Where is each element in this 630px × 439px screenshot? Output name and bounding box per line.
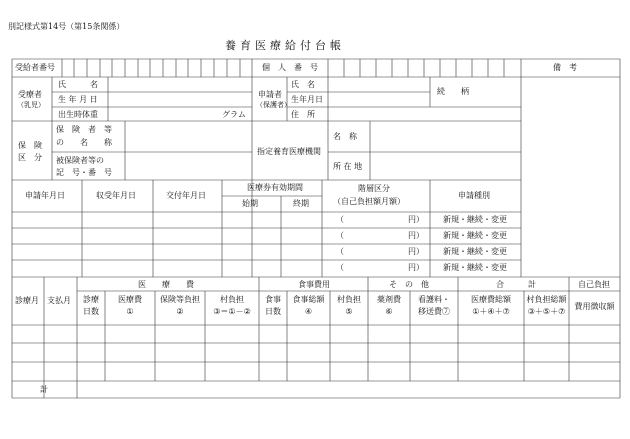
institution-label: 指定養育医療機関 — [257, 147, 321, 156]
applicant-name-label: 氏 名 — [291, 80, 315, 89]
col-meal-days-2: 日数 — [265, 307, 281, 316]
application-type-options: 新規・継続・変更 — [443, 231, 507, 240]
medical-expense-header: 医 療 費 — [138, 280, 194, 289]
col-drug-1: 薬剤費 — [377, 295, 401, 304]
col-days-2: 日数 — [83, 307, 99, 316]
bracket-yen: 円） — [408, 231, 424, 240]
sum-row-label: 計 — [40, 385, 48, 394]
bracket-yen: 円） — [408, 215, 424, 224]
validity-header: 医療券有効期間 — [247, 183, 303, 192]
insurer-name-label-2: の 名 称 — [56, 138, 112, 147]
col-municipal-1: 村負担 — [220, 295, 244, 304]
applicant-section-sub: （保護者） — [256, 101, 291, 109]
col-total-muni-1: 村負担総額 — [526, 295, 567, 304]
payment-month-header: 支払月 — [47, 296, 71, 305]
personal-number-label: 個 人 番 号 — [262, 63, 318, 72]
recipient-section-label: 受療者 — [18, 90, 42, 99]
col-insurance-1: 保険等負担 — [160, 295, 200, 304]
col-days-1: 診療 — [83, 295, 99, 304]
applicant-section-label: 申請者 — [258, 90, 282, 99]
col-nursing-2: 移送費⑦ — [418, 307, 450, 316]
remarks-label: 備 考 — [553, 63, 577, 72]
bracket-paren-open: （ — [336, 231, 344, 240]
col-fee-2: ① — [126, 307, 134, 316]
institution-location-label: 所 在 地 — [333, 162, 363, 171]
col-total-muni-2: ③＋⑤＋⑦ — [527, 307, 566, 316]
col-self-pay: 費用徴収額 — [574, 302, 615, 311]
weight-unit: グラム — [222, 110, 246, 119]
col-meal-days-1: 食事 — [265, 295, 281, 304]
col-nursing-1: 看護料・ — [418, 295, 450, 304]
application-type-options: 新規・継続・変更 — [443, 215, 507, 224]
col-meal-muni-1: 村負担 — [337, 295, 361, 304]
relationship-label: 続 柄 — [437, 87, 469, 96]
validity-end-header: 終期 — [293, 199, 309, 208]
col-municipal-2: ③＝①－② — [213, 307, 251, 316]
col-insurance-2: ② — [176, 307, 184, 316]
bracket-yen: 円） — [408, 263, 424, 272]
col-meal-total-2: ④ — [304, 307, 313, 316]
recipient-birth-weight-label: 出生時体重 — [58, 110, 98, 119]
form-number: 別記様式第14号（第15条関係） — [8, 22, 125, 31]
col-fee-1: 医療費 — [118, 295, 142, 304]
bracket-paren-open: （ — [336, 247, 344, 256]
insurance-section-label-1: 保 険 — [18, 141, 42, 150]
self-pay-header: 自己負担 — [578, 280, 610, 289]
recipient-name-label: 氏 名 — [58, 80, 98, 89]
bracket-yen: 円） — [408, 247, 424, 256]
col-drug-2: ⑥ — [385, 307, 393, 316]
recipient-section-sub: （乳児） — [17, 101, 45, 109]
col-meal-total-1: 食事総額 — [292, 295, 325, 304]
insurer-name-label-1: 保 険 者 等 — [56, 125, 112, 134]
treatment-month-header: 診療月 — [15, 296, 39, 305]
application-type-header: 申請種別 — [458, 191, 490, 200]
bracket-paren-open: （ — [336, 263, 344, 272]
col-meal-muni-2: ⑤ — [345, 307, 353, 316]
recipient-birthdate-label: 生 年 月 日 — [58, 95, 98, 104]
form-title: 養育医療給付台帳 — [225, 39, 345, 52]
issue-date-header: 交付年月日 — [166, 191, 206, 200]
bracket-sub-header: （自己負担額月額） — [333, 197, 405, 206]
receipt-date-header: 収受年月日 — [96, 191, 136, 200]
validity-start-header: 始期 — [242, 199, 258, 208]
apply-date-header: 申請年月日 — [25, 191, 65, 200]
insured-number-label-2: 記 号・番 号 — [56, 168, 112, 177]
institution-name-label: 名 称 — [333, 132, 357, 141]
col-total-fee-1: 医療費総額 — [471, 295, 511, 304]
applicant-address-label: 住 所 — [291, 110, 315, 119]
other-header: そ の 他 — [389, 280, 429, 289]
applicant-birthdate-label: 生年月日 — [291, 95, 323, 104]
bracket-paren-open: （ — [336, 215, 344, 224]
total-header: 合 計 — [496, 280, 536, 289]
meal-expense-header: 食事費用 — [298, 280, 330, 289]
application-type-options: 新規・継続・変更 — [443, 247, 507, 256]
bracket-header: 階層区分 — [358, 184, 390, 193]
application-type-options: 新規・継続・変更 — [443, 263, 507, 272]
insurance-section-label-2: 区 分 — [18, 153, 42, 162]
col-total-fee-2: ①＋④＋⑦ — [472, 307, 510, 316]
recipient-number-label: 受給者番号 — [15, 63, 55, 72]
insured-number-label-1: 被保険者等の — [56, 156, 104, 165]
